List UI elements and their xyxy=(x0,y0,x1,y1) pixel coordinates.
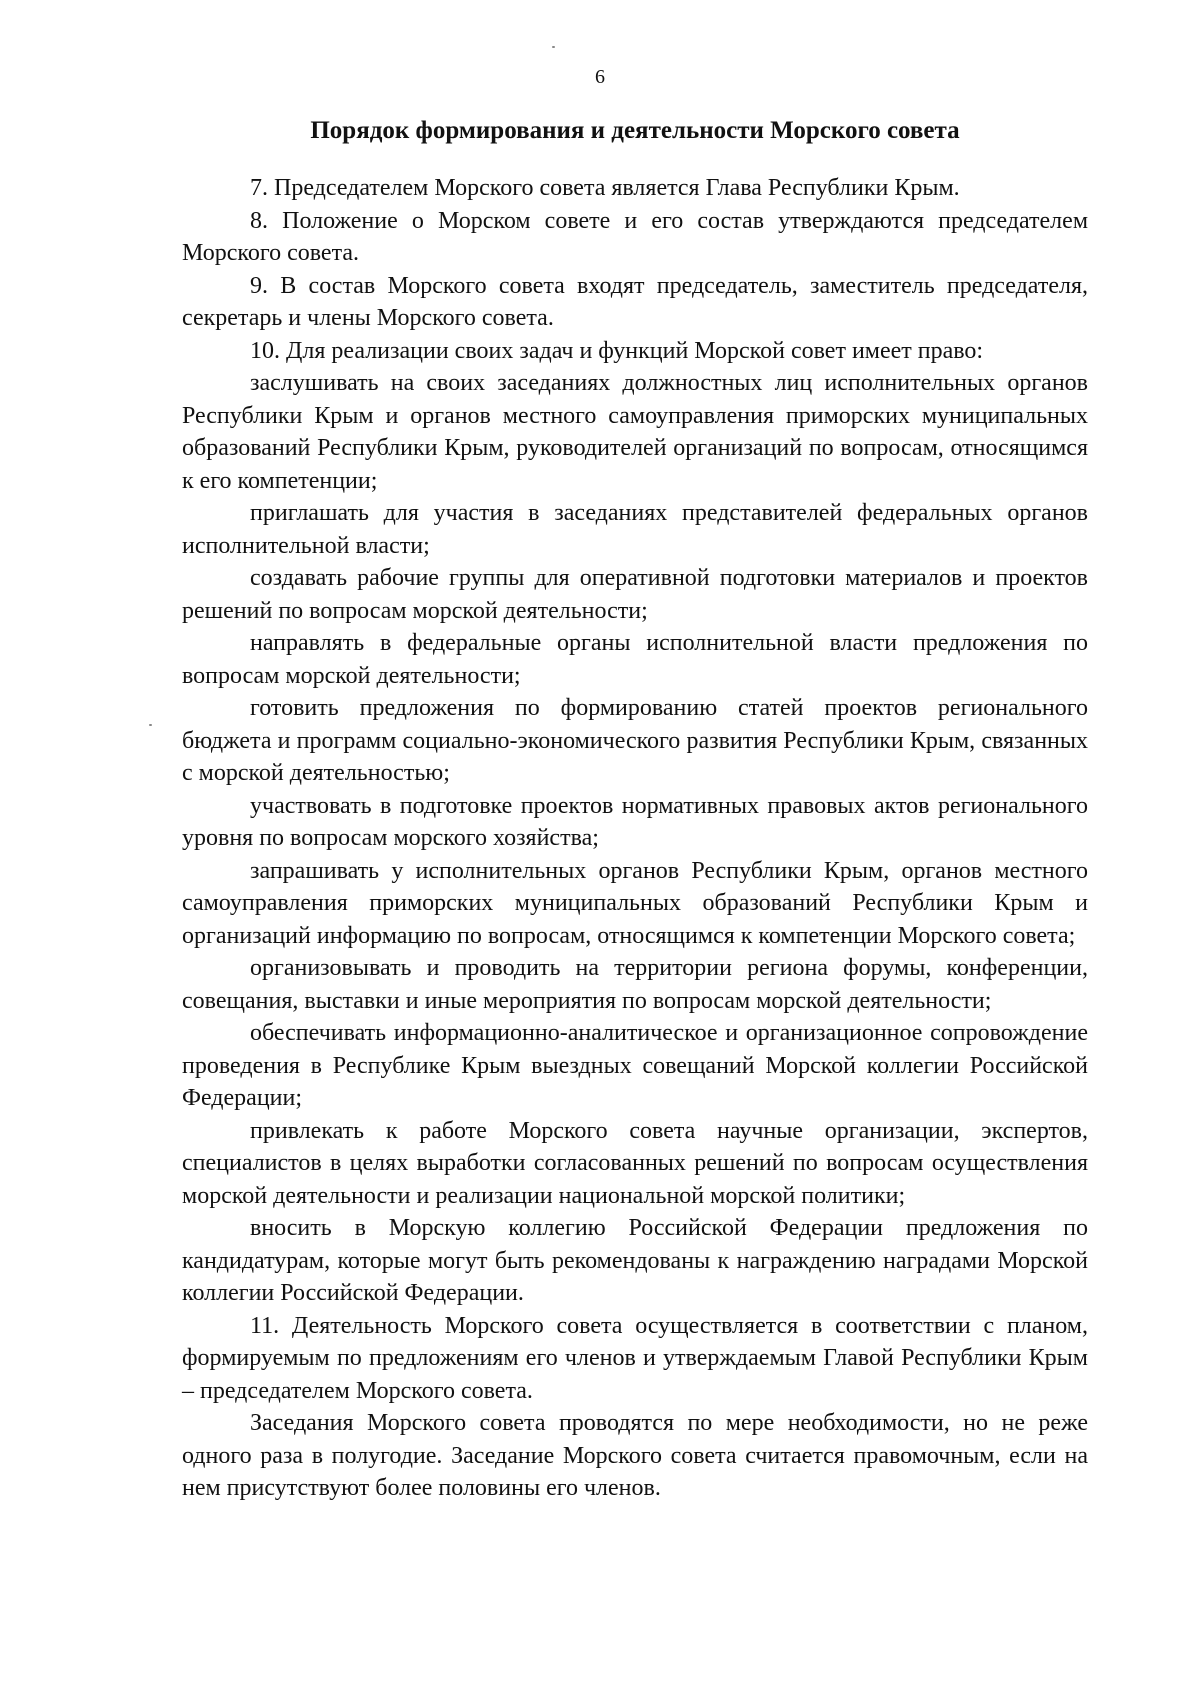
document-body xyxy=(182,172,1088,1505)
paragraph: 11. Деятельность Морского совета осуществляется в соответствии с планом, формируемым по предложениям его членов и утверждаемым Главой Республики Крым – председателем Морского совета. xyxy=(182,1312,1088,1404)
paragraph: приглашать для участия в заседаниях представителей федеральных органов исполнительной власти; xyxy=(182,500,1088,559)
paragraph: вносить в Морскую коллегию Российской Федерации предложения по кандидатурам, которые могут быть рекомендованы к награждению наградами Морской коллегии Российской Федерации. xyxy=(182,1215,1088,1306)
section-title: Порядок формирования и деятельности Морского совета xyxy=(310,117,960,144)
paragraph: 9. В состав Морского совета входят председатель, заместитель председателя, секретарь и члены Морского совета. xyxy=(182,272,1088,331)
paragraph: организовывать и проводить на территории региона форумы, конференции, совещания, выставки и иные мероприятия по вопросам морской деятельности; xyxy=(182,955,1088,1014)
paragraph: запрашивать у исполнительных органов Республики Крым, органов местного самоуправления приморских муниципальных образований Республики Крым и организаций информацию по вопросам, относящимся к компетенции Морского совета; xyxy=(182,857,1088,949)
scan-speck xyxy=(552,46,555,48)
paragraph: заслушивать на своих заседаниях должностных лиц исполнительных органов Республики Крым и органов местного самоуправления приморских муниципальных образований Республики Крым, руководителей организаций по вопросам, относящимся к его компетенции; xyxy=(182,370,1088,494)
paragraph: 10. Для реализации своих задач и функций Морской совет имеет право: xyxy=(250,337,984,364)
paragraph: 7. Председателем Морского совета является Глава Республики Крым. xyxy=(250,175,960,201)
page-number: 6 xyxy=(595,66,605,88)
scan-speck xyxy=(149,724,152,726)
paragraph: 8. Положение о Морском совете и его состав утверждаются председателем Морского совета. xyxy=(182,207,1088,266)
paragraph: участвовать в подготовке проектов нормативных правовых актов регионального уровня по вопросам морского хозяйства; xyxy=(182,792,1088,851)
paragraph: Заседания Морского совета проводятся по мере необходимости, но не реже одного раза в полугодие. Заседание Морского совета считается правомочным, если на нем присутствуют более половины его членов. xyxy=(182,1410,1088,1501)
paragraph: направлять в федеральные органы исполнительной власти предложения по вопросам морской деятельности; xyxy=(182,630,1088,689)
paragraph: готовить предложения по формированию статей проектов регионального бюджета и программ социально-экономического развития Республики Крым, связанных с морской деятельностью; xyxy=(182,695,1088,786)
paragraph: обеспечивать информационно-аналитическое и организационное сопровождение проведения в Республике Крым выездных совещаний Морской коллегии Российской Федерации; xyxy=(182,1020,1088,1111)
paragraph: привлекать к работе Морского совета научные организации, экспертов, специалистов в целях выработки согласованных решений по вопросам осуществления морской деятельности и реализации национальной морской политики; xyxy=(182,1117,1088,1209)
paragraph: создавать рабочие группы для оперативной подготовки материалов и проектов решений по вопросам морской деятельности; xyxy=(182,565,1088,624)
